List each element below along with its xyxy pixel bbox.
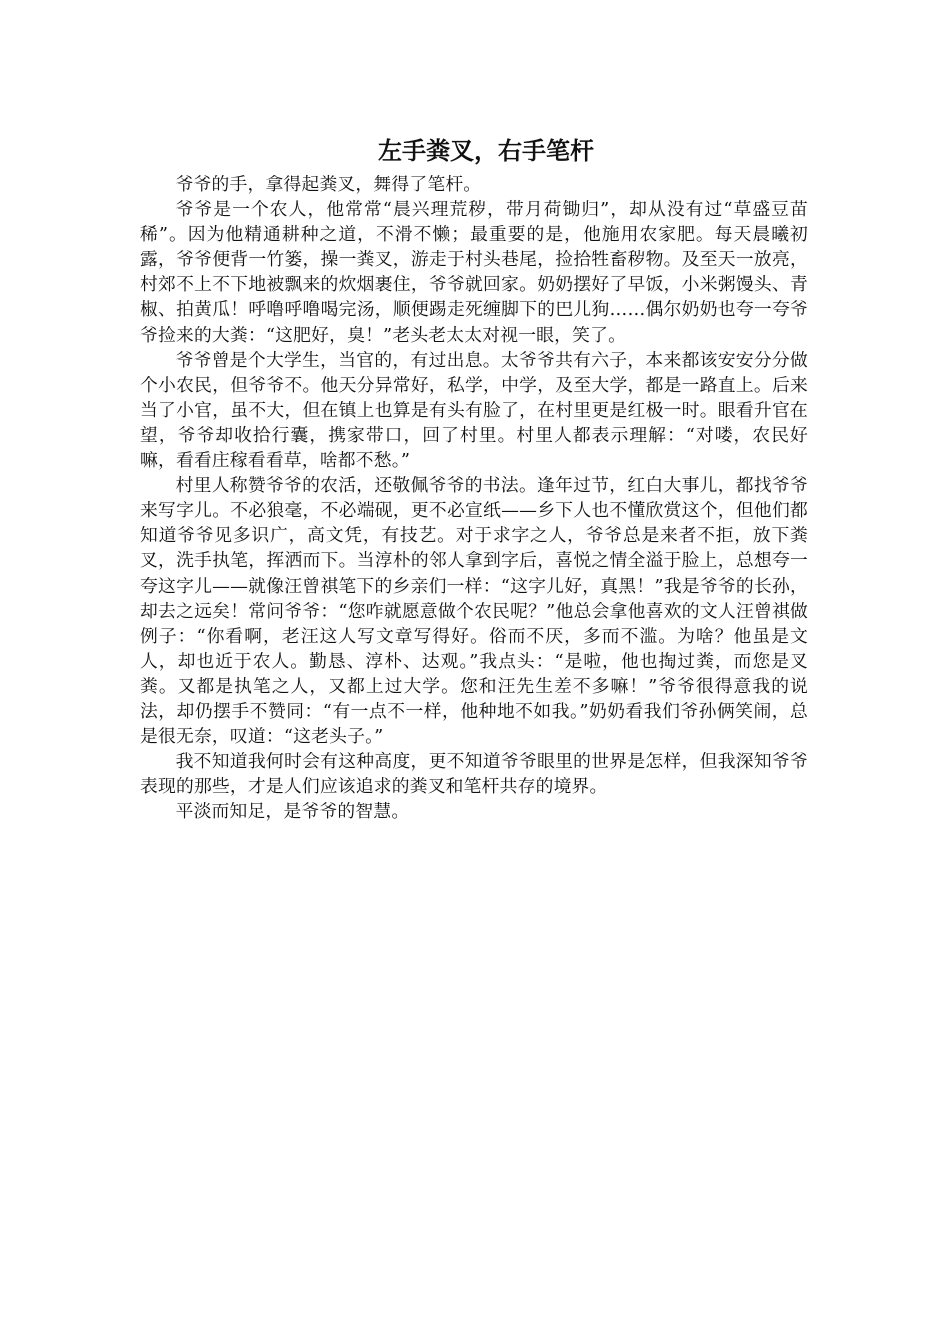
paragraph-6: 平淡而知足，是爷爷的智慧。 bbox=[175, 801, 410, 823]
paragraph-5: 我不知道我何时会有这种高度，更不知道爷爷眼里的世界是怎样，但我深知爷爷表现的那些，才是人们应该追求的粪叉和笔杆共存的境界。 bbox=[140, 751, 808, 798]
paragraph-3: 爷爷曾是个大学生，当官的，有过出息。太爷爷共有六子，本来都该安安分分做个小农民，但爷爷不。他天分异常好，私学，中学，及至大学，都是一路直上。后来当了小官，虽不大，但在镇上也算是有头有脸了，在村里更是红极一时。眼看升官在望，爷爷却收拾行囊，携家带口，回了村里。村里人都表示理解：“对喽，农民好嘛，看看庄稼看看草，啥都不愁。” bbox=[140, 349, 808, 472]
paragraph-2: 爷爷是一个农人，他常常“晨兴理荒秽，带月荷锄归”，却从没有过“草盛豆苗稀”。因为他精通耕种之道，不滑不懒；最重要的是，他施用农家肥。每天晨曦初露，爷爷便背一竹篓，操一粪叉，游走于村头巷尾，捡拾牲畜秽物。及至天一放亮，村郊不上不下地被飘来的炊烟裹住，爷爷就回家。奶奶摆好了早饭，小米粥馒头、青椒、拍黄瓜！呼噜呼噜喝完汤，顺便踢走死缠脚下的巴儿狗……偶尔奶奶也夸一夸爷爷捡来的大粪：“这肥好，臭！”老头老太太对视一眼，笑了。 bbox=[140, 199, 808, 346]
document-title: 左手粪叉，右手笔杆 bbox=[378, 136, 594, 165]
document-page bbox=[140, 134, 808, 824]
paragraph-1: 爷爷的手，拿得起粪叉，舞得了笔杆。 bbox=[175, 174, 482, 195]
paragraph-4: 村里人称赞爷爷的农活，还敬佩爷爷的书法。逢年过节，红白大事儿，都找爷爷来写字儿。不必狼毫，不必端砚，更不必宣纸——乡下人也不懂欣赏这个，但他们都知道爷爷见多识广，高文凭，有技艺。对于求字之人，爷爷总是来者不拒，放下粪叉，洗手执笔，挥洒而下。当淳朴的邻人拿到字后，喜悦之情全溢于脸上，总想夸一夸这字儿——就像汪曾祺笔下的乡亲们一样：“这字儿好，真黑！”我是爷爷的长孙，却去之远矣！常问爷爷：“您咋就愿意做个农民呢？”他总会拿他喜欢的文人汪曾祺做例子：“你看啊，老汪这人写文章写得好。俗而不厌，多而不滥。为啥？他虽是文人，却也近于农人。勤恳、淳朴、达观。”我点头：“是啦，他也掏过粪，而您是叉粪。又都是执笔之人，又都上过大学。您和汪先生差不多嘛！”爷爷很得意我的说法，却仍摆手不赞同：“有一点不一样，他种地不如我。”奶奶看我们爷孙俩笑闹，总是很无奈，叹道：“这老头子。” bbox=[140, 475, 808, 748]
